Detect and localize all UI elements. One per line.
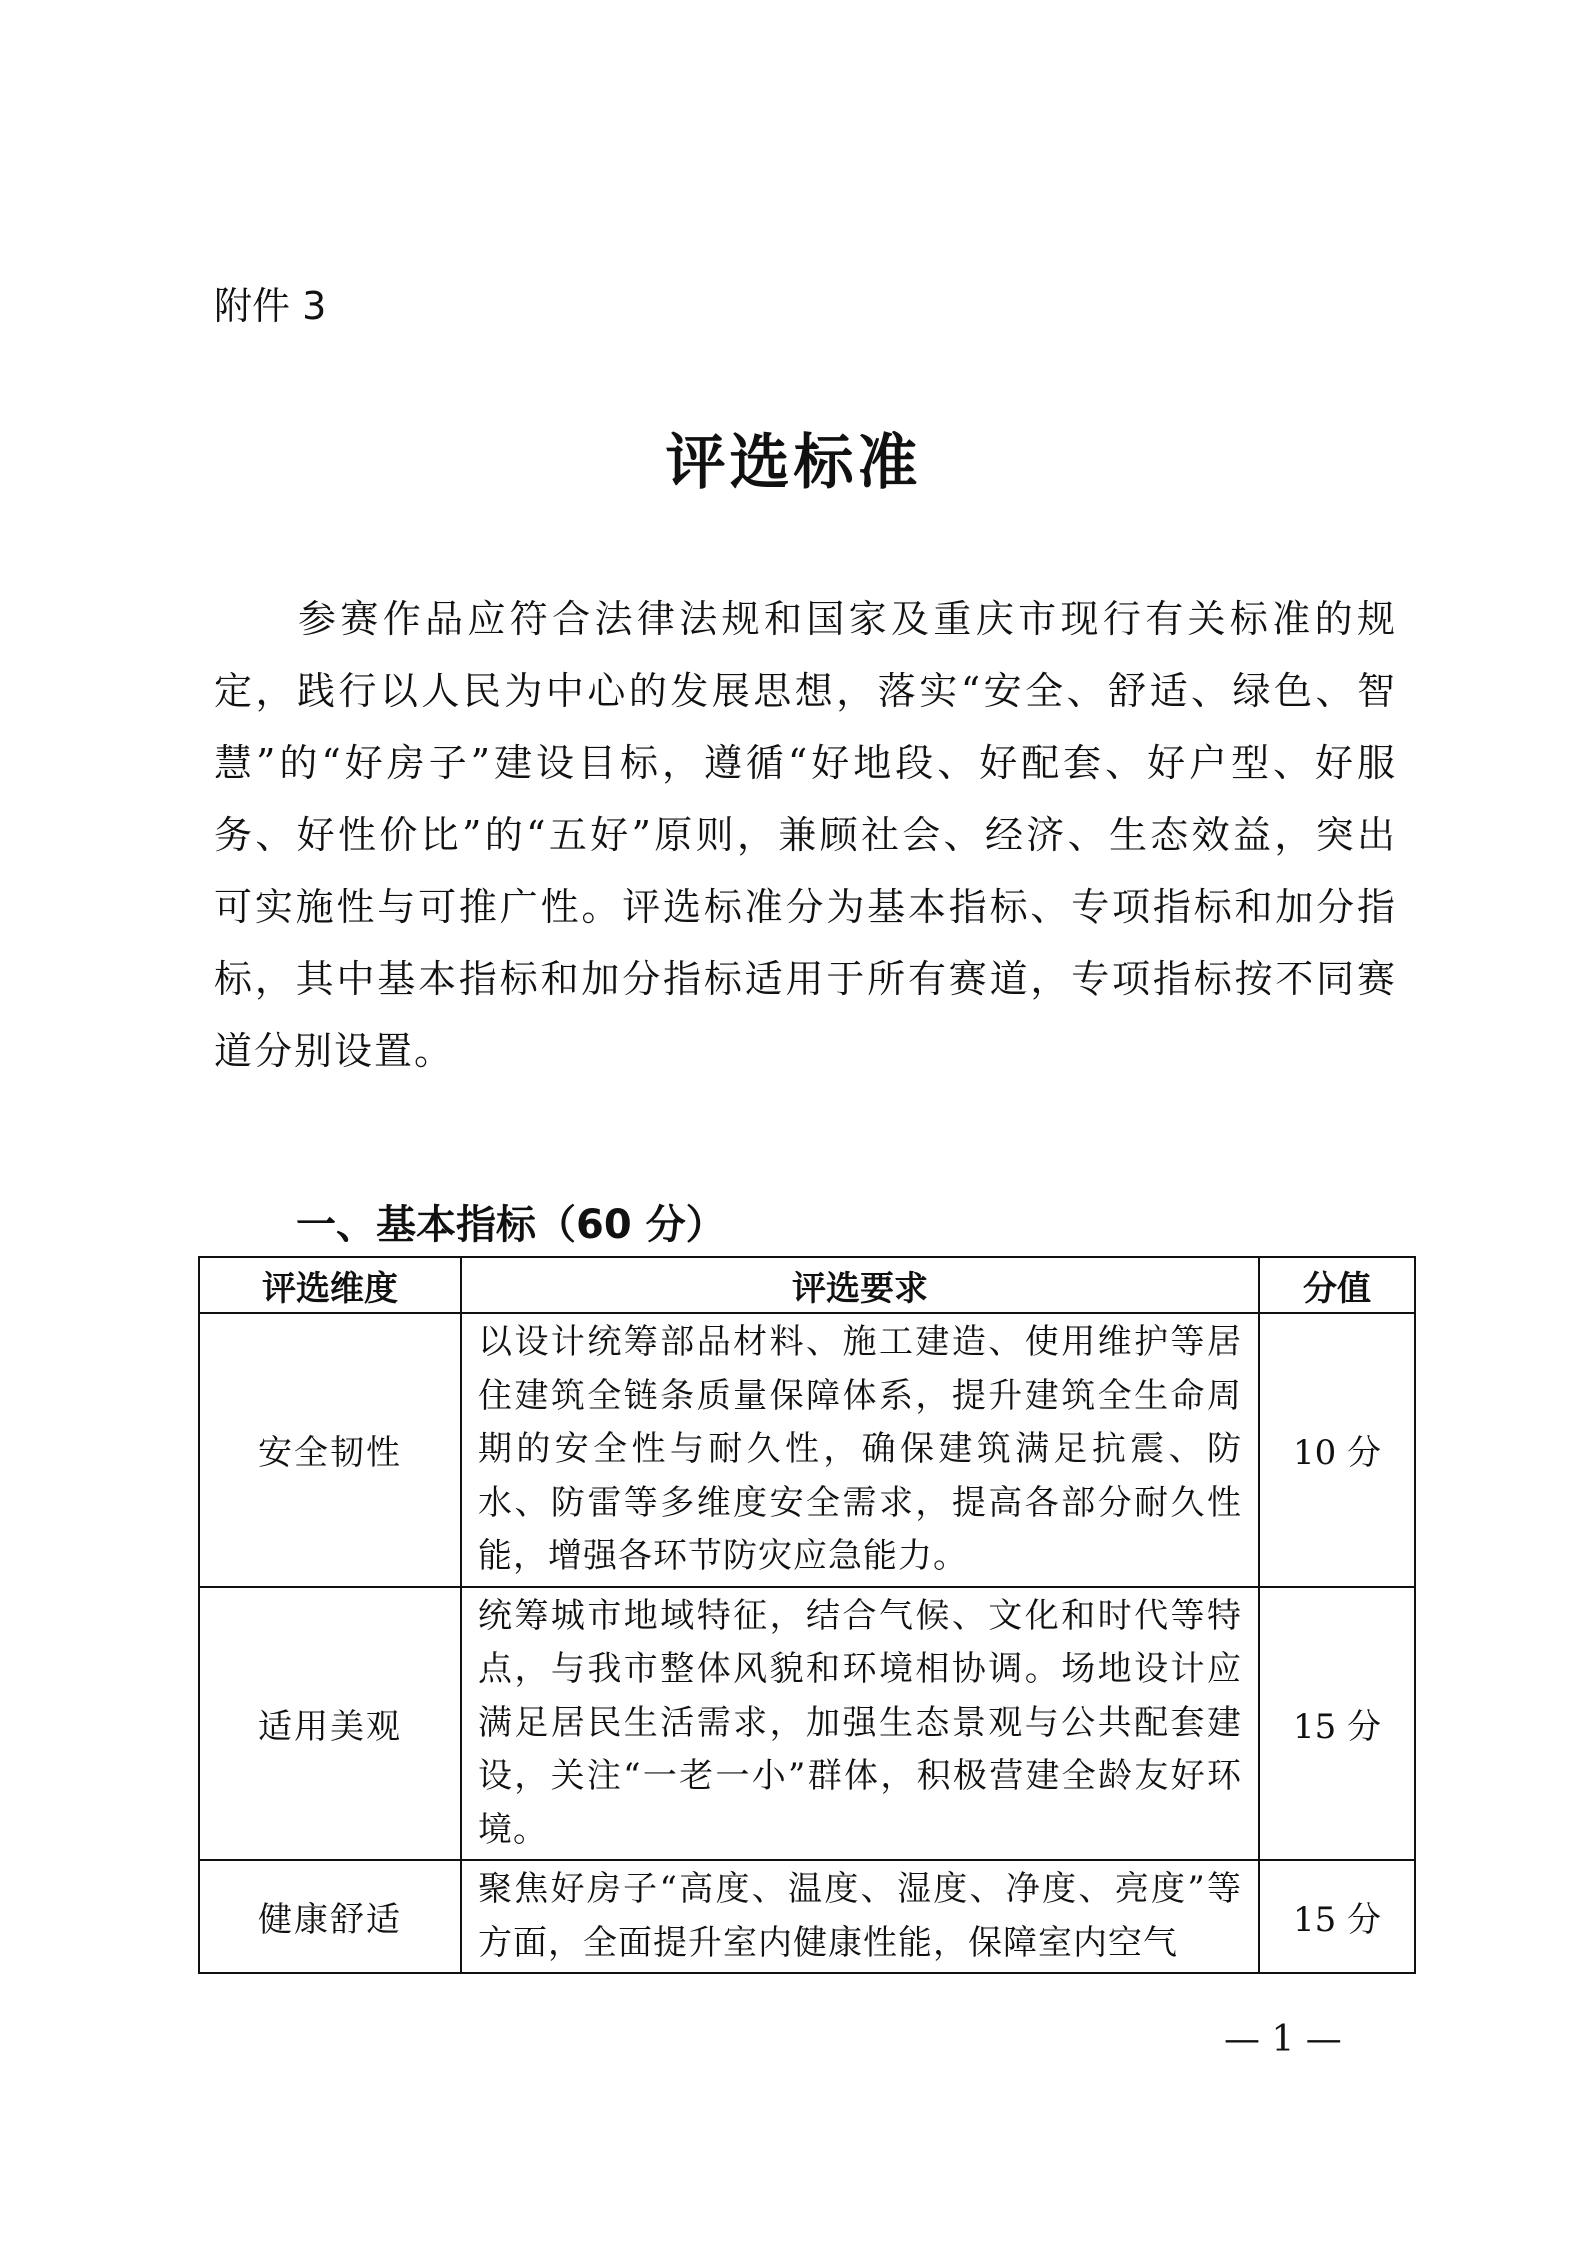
dimension-cell: 健康舒适 <box>199 1860 461 1973</box>
score-cell: 15 分 <box>1259 1587 1415 1861</box>
page-number: — 1 — <box>1224 2019 1342 2060</box>
table-header-row <box>199 1257 1415 1313</box>
table-row <box>199 1313 1415 1587</box>
table-row <box>199 1587 1415 1861</box>
column-header-requirement: 评选要求 <box>461 1257 1259 1313</box>
score-cell: 10 分 <box>1259 1313 1415 1587</box>
requirement-cell: 统筹城市地域特征，结合气候、文化和时代等特点，与我市整体风貌和环境相协调。场地设计应满足居民生活需求，加强生态景观与公共配套建设，关注“一老一小”群体，积极营建全龄友好环境。 <box>461 1587 1259 1861</box>
requirement-cell: 聚焦好房子“高度、温度、湿度、净度、亮度”等方面，全面提升室内健康性能，保障室内空气 <box>461 1860 1259 1973</box>
table-row <box>199 1860 1415 1973</box>
criteria-table <box>198 1256 1416 1974</box>
score-cell: 15 分 <box>1259 1860 1415 1973</box>
dimension-cell: 安全韧性 <box>199 1313 461 1587</box>
column-header-dimension: 评选维度 <box>199 1257 461 1313</box>
attachment-label: 附件 3 <box>214 284 327 328</box>
intro-paragraph: 参赛作品应符合法律法规和国家及重庆市现行有关标准的规定，践行以人民为中心的发展思想，落实“安全、舒适、绿色、智慧”的“好房子”建设目标，遵循“好地段、好配套、好户型、好服务、好性价比”的“五好”原则，兼顾社会、经济、生态效益，突出可实施性与可推广性。评选标准分为基本指标、专项指标和加分指标，其中基本指标和加分指标适用于所有赛道，专项指标按不同赛道分别设置。 <box>214 597 1397 1073</box>
dimension-cell: 适用美观 <box>199 1587 461 1861</box>
requirement-cell: 以设计统筹部品材料、施工建造、使用维护等居住建筑全链条质量保障体系，提升建筑全生命周期的安全性与耐久性，确保建筑满足抗震、防水、防雷等多维度安全需求，提高各部分耐久性能，增强各环节防灾应急能力。 <box>461 1313 1259 1587</box>
page-title: 评选标准 <box>665 428 922 498</box>
section-heading: 一、基本指标（60 分） <box>296 1202 726 1248</box>
column-header-score: 分值 <box>1259 1257 1415 1313</box>
